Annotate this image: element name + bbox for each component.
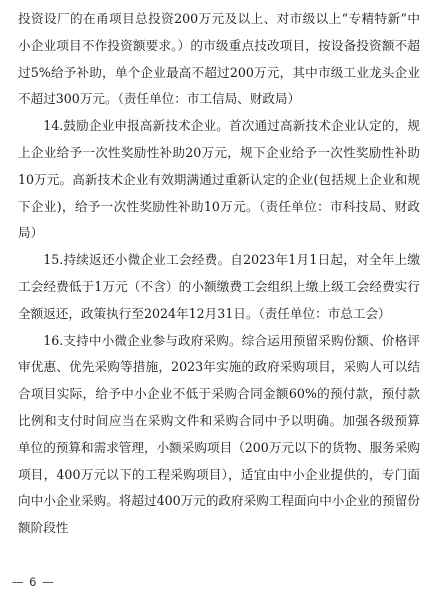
paragraph-15-union-fee-refund: 15.持续返还小微企业工会经费。自2023年1月1日起，对全年上缴工会经费低于1万元（不含）的小额缴费工会组织上缴上级工会经费实行全额返还，政策执行至2024年12月31日。（责任单位：市总工会） (18, 252, 420, 321)
document-body (18, 6, 420, 542)
paragraph-14-high-tech-enterprise: 14.鼓励企业申报高新技术企业。首次通过高新技术企业认定的，规上企业给予一次性奖励性补助20万元，规下企业给予一次性奖励性补助10万元。高新技术企业有效期满通过重新认定的企业(包括规上企业和规下企业)，给予一次性奖励性补助10万元。（责任单位：市科技局、财政局） (18, 118, 420, 241)
paragraph-16-government-procurement: 16.支持中小微企业参与政府采购。综合运用预留采购份额、价格评审优惠、优先采购等措施，2023年实施的政府采购项目，采购人可以结合项目实际，给予中小企业不低于采购合同金额60%的预付款，预付款比例和支付时间应当在采购文件和采购合同中予以明确。加强各级预算单位的预算和需求管理，小额采购项目（200万元以下的货物、服务采购项目，400万元以下的工程采购项目），适宜由中小企业提供的，专门面向中小企业采购。将超过400万元的政府采购工程面向中小企业的预留份额阶段性 (18, 332, 420, 536)
page-number: — 6 — (12, 575, 55, 589)
paragraph-13-continuation: 投资设厂的在甬项目总投资200万元及以上、对市级以上“专精特新”中小企业项目不作投资额要求。）的市级重点技改项目，按设备投资额不超过5%给予补助，单个企业最高不超过200万元，其中市级工业龙头企业不超过300万元。（责任单位：市工信局、财政局） (18, 11, 420, 107)
